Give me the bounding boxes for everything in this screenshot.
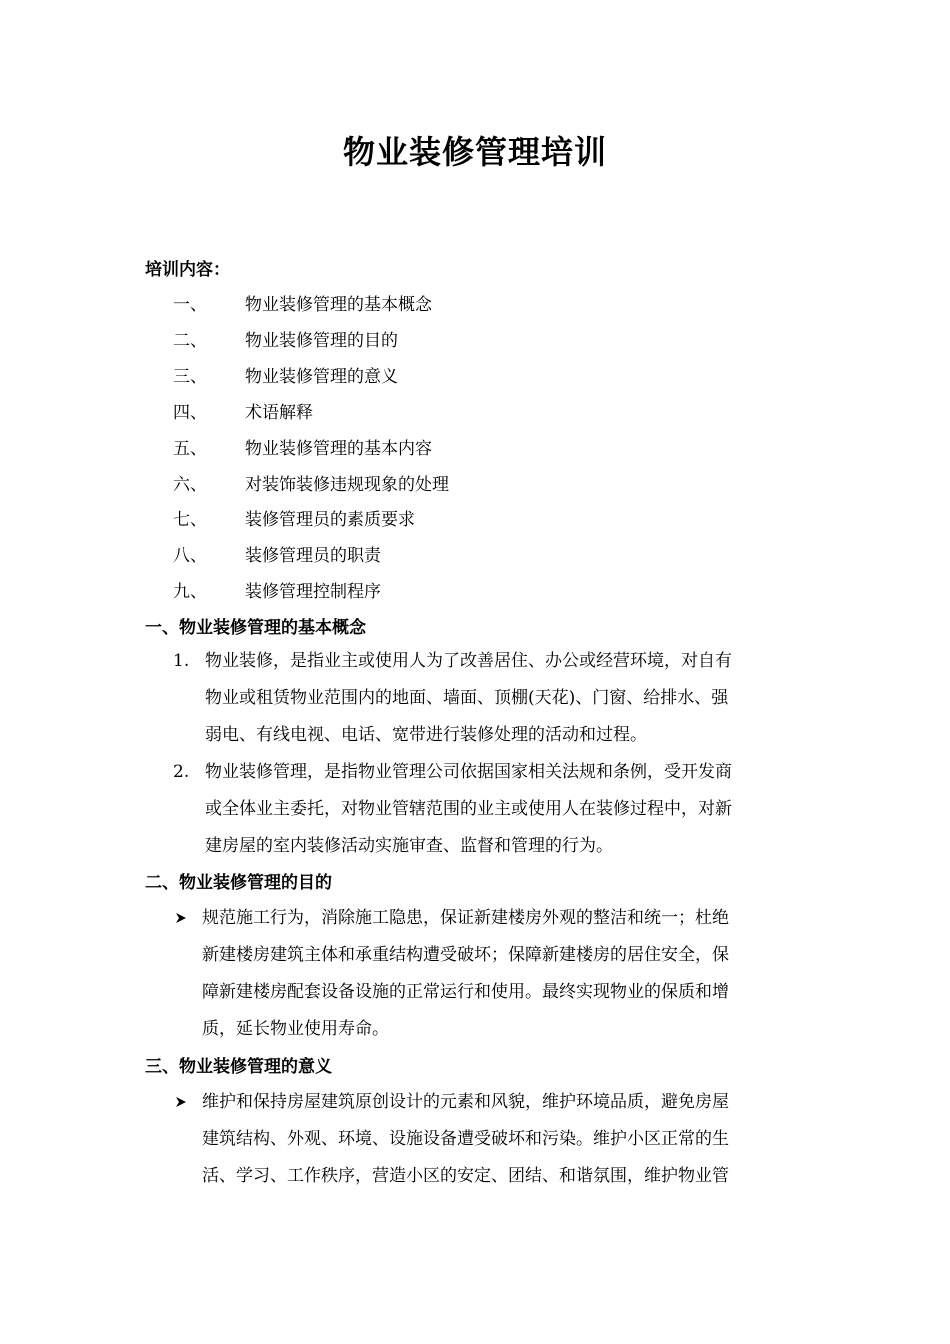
text-line: 建房屋的室内装修活动实施审查、监督和管理的行为。	[205, 836, 613, 856]
toc-item-label: 物业装修管理的基本概念	[245, 295, 432, 315]
arrow-bullet-icon	[175, 912, 187, 924]
text-line: 新建楼房建筑主体和承重结构遭受破坏；保障新建楼房的居住安全，保	[202, 945, 729, 965]
toc-item	[173, 292, 432, 318]
text-line: 物业装修，是指业主或使用人为了改善居住、办公或经营环境，对自有	[205, 651, 732, 671]
text-line: 规范施工行为，消除施工隐患，保证新建楼房外观的整洁和统一；杜绝	[202, 908, 729, 928]
text-line: 弱电、有线电视、电话、宽带进行装修处理的活动和过程。	[205, 725, 647, 745]
item-text	[205, 643, 807, 754]
toc-item-number: 五、	[173, 439, 207, 459]
text-line: 或全体业主委托，对物业管辖范围的业主或使用人在装修过程中，对新	[205, 799, 732, 819]
toc-item	[173, 436, 432, 462]
toc-item-label: 对装饰装修违规现象的处理	[245, 475, 449, 495]
toc-item-number: 三、	[173, 367, 207, 387]
section-heading: 三、物业装修管理的意义	[145, 1057, 332, 1077]
toc-item-label: 术语解释	[245, 403, 313, 423]
toc-item-label: 物业装修管理的基本内容	[245, 439, 432, 459]
text-line: 建筑结构、外观、环境、设施设备遭受破坏和污染。维护小区正常的生	[202, 1129, 729, 1149]
toc-item-number: 六、	[173, 475, 207, 495]
text-line: 维护和保持房屋建筑原创设计的元素和风貌，维护环境品质，避免房屋	[202, 1092, 729, 1112]
section-heading: 二、物业装修管理的目的	[145, 873, 332, 893]
item-text	[205, 754, 807, 865]
text-line: 质，延长物业使用寿命。	[202, 1019, 389, 1039]
item-number: 2.	[173, 762, 190, 782]
toc-item-label: 装修管理员的职责	[245, 546, 381, 566]
toc-item-number: 七、	[173, 510, 207, 530]
toc-item	[173, 543, 381, 569]
text-line: 活、学习、工作秩序，营造小区的安定、团结、和谐氛围，维护物业管	[202, 1166, 729, 1186]
toc-item-number: 四、	[173, 403, 207, 423]
toc-item-number: 二、	[173, 331, 207, 351]
toc-item	[173, 364, 398, 390]
item-number: 1.	[173, 651, 190, 671]
toc-item	[173, 328, 398, 354]
text-line: 障新建楼房配套设备设施的正常运行和使用。最终实现物业的保质和增	[202, 982, 729, 1002]
toc-item	[173, 400, 313, 426]
toc-item-label: 物业装修管理的目的	[245, 331, 398, 351]
toc-heading: 培训内容：	[145, 260, 230, 280]
toc-item-number: 一、	[173, 295, 207, 315]
text-line: 物业装修管理，是指物业管理公司依据国家相关法规和条例，受开发商	[205, 762, 732, 782]
item-text	[202, 1084, 807, 1195]
toc-item-number: 八、	[173, 546, 207, 566]
text-line: 物业或租赁物业范围内的地面、墙面、顶棚(天花)、门窗、给排水、强	[205, 688, 729, 708]
toc-item-label: 装修管理控制程序	[245, 582, 381, 602]
toc-item-label: 装修管理员的素质要求	[245, 510, 415, 530]
toc-item-number: 九、	[173, 582, 207, 602]
toc-item-label: 物业装修管理的意义	[245, 367, 398, 387]
toc-item	[173, 472, 449, 498]
document-title: 物业装修管理培训	[342, 133, 607, 171]
section-heading: 一、物业装修管理的基本概念	[145, 618, 366, 638]
toc-item	[173, 579, 381, 605]
arrow-bullet-icon	[175, 1096, 187, 1108]
item-text	[202, 900, 807, 1048]
toc-item	[173, 507, 415, 533]
